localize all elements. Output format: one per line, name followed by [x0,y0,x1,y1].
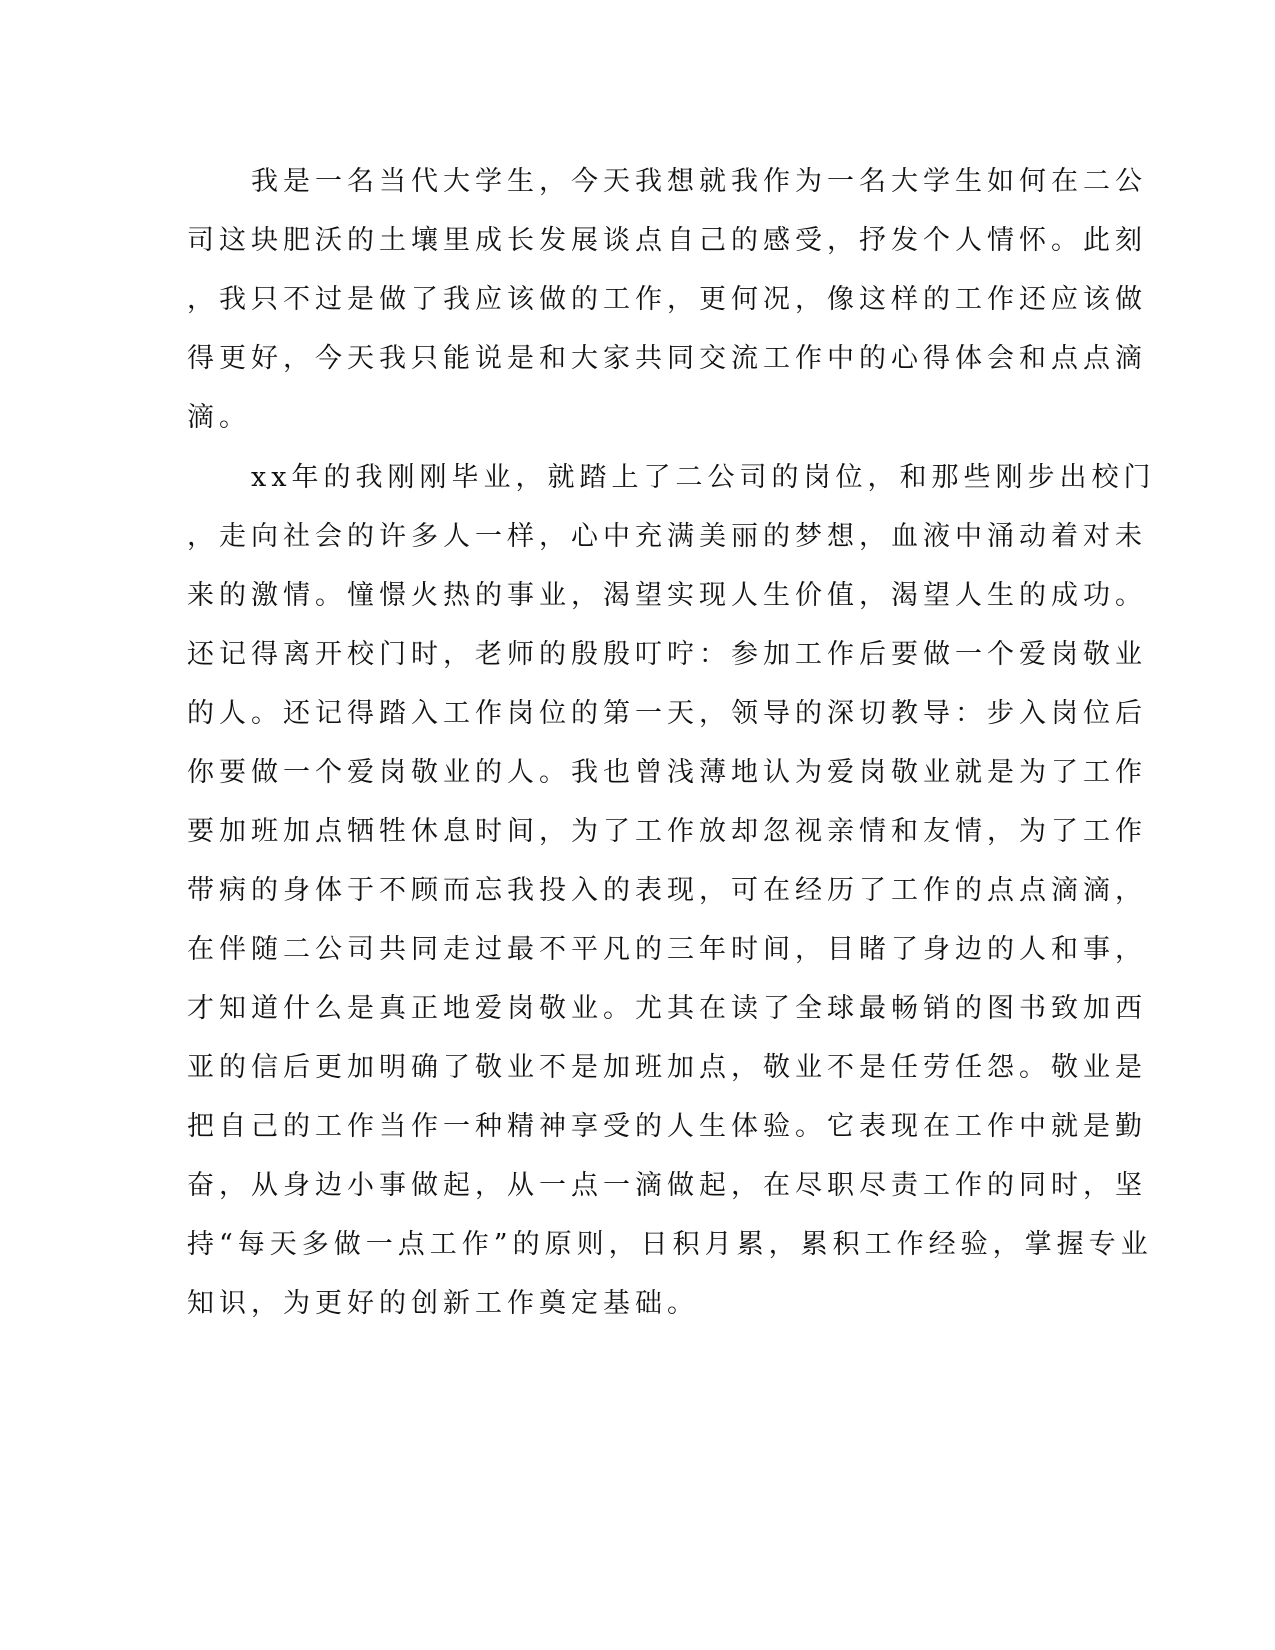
paragraph-2-line-14: 持“每天多做一点工作”的原则，日积月累，累积工作经验，掌握专业 [187,1229,1153,1260]
paragraph-2-line-2: ，走向社会的许多人一样，心中充满美丽的梦想，血液中涌动着对未 [187,521,1147,552]
paragraph-2-line-3: 来的激情。憧憬火热的事业，渴望实现人生价值，渴望人生的成功。 [187,580,1147,611]
paragraph-2-line-12: 把自己的工作当作一种精神享受的人生体验。它表现在工作中就是勤 [187,1111,1147,1142]
paragraph-2-line-7: 要加班加点牺牲休息时间，为了工作放却忽视亲情和友情，为了工作 [187,816,1147,847]
paragraph-1-line-1: 我是一名当代大学生，今天我想就我作为一名大学生如何在二公 [251,166,1147,197]
paragraph-1-line-4: 得更好，今天我只能说是和大家共同交流工作中的心得体会和点点滴 [187,343,1147,374]
paragraph-1-line-3: ，我只不过是做了我应该做的工作，更何况，像这样的工作还应该做 [187,284,1147,315]
paragraph-2-line-8: 带病的身体于不顾而忘我投入的表现，可在经历了工作的点点滴滴， [187,875,1147,906]
paragraph-2-line-6: 你要做一个爱岗敬业的人。我也曾浅薄地认为爱岗敬业就是为了工作 [187,757,1147,788]
paragraph-2-line-11: 亚的信后更加明确了敬业不是加班加点，敬业不是任劳任怨。敬业是 [187,1052,1147,1083]
paragraph-2-line-10: 才知道什么是真正地爱岗敬业。尤其在读了全球最畅销的图书致加西 [187,993,1147,1024]
paragraph-1-line-2: 司这块肥沃的土壤里成长发展谈点自己的感受，抒发个人情怀。此刻 [187,225,1147,256]
paragraph-2-line-5: 的人。还记得踏入工作岗位的第一天，领导的深切教导：步入岗位后 [187,698,1147,729]
paragraph-2-line-13: 奋，从身边小事做起，从一点一滴做起，在尽职尽责工作的同时，坚 [187,1170,1147,1201]
paragraph-2-line-15: 知识，为更好的创新工作奠定基础。 [187,1288,699,1319]
paragraph-1-line-5: 滴。 [187,402,251,433]
paragraph-2-line-9: 在伴随二公司共同走过最不平凡的三年时间，目睹了身边的人和事， [187,934,1147,965]
paragraph-2-line-1: xx年的我刚刚毕业，就踏上了二公司的岗位，和那些刚步出校门 [251,462,1156,493]
paragraph-2-line-4: 还记得离开校门时，老师的殷殷叮咛：参加工作后要做一个爱岗敬业 [187,639,1147,670]
